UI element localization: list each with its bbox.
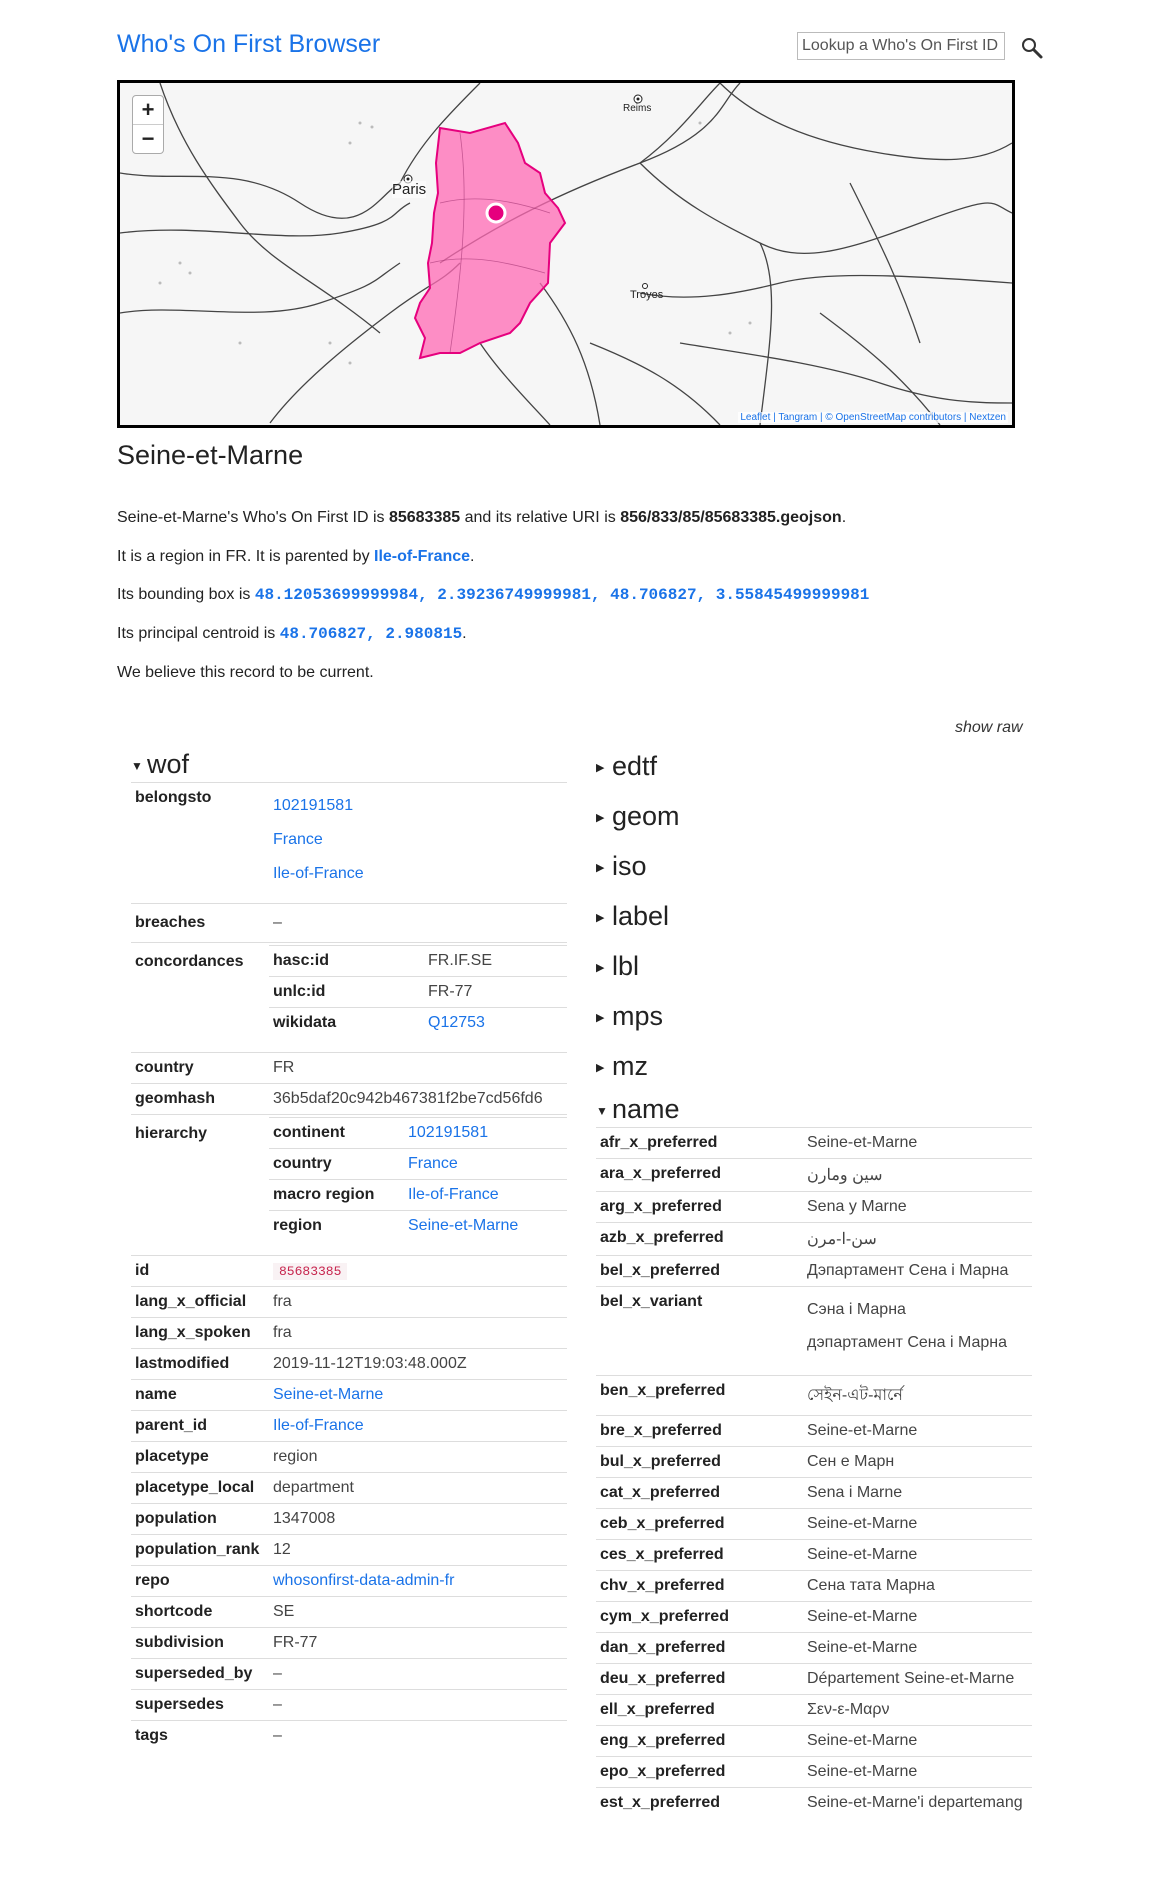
caret-right-icon: ▶ — [596, 861, 605, 874]
zoom-control — [132, 95, 164, 154]
value-cell: Сена тата Марна — [803, 1571, 1032, 1602]
value-cell — [269, 783, 567, 904]
value-cell: Seine-et-Marne — [803, 1633, 1032, 1664]
table-row — [269, 1180, 567, 1211]
key-cell: tags — [131, 1721, 269, 1752]
value-cell: – — [269, 1721, 567, 1752]
key-cell: placetype_local — [131, 1473, 269, 1504]
table-row — [596, 1509, 1032, 1540]
hierarchy-link[interactable]: France — [408, 1155, 458, 1172]
table-row — [269, 1149, 567, 1180]
section-title: mz — [612, 1051, 648, 1081]
caret-right-icon: ▶ — [596, 911, 605, 924]
table-row — [131, 1256, 567, 1287]
key-cell: unlc:id — [269, 977, 424, 1008]
search-input[interactable] — [797, 32, 1005, 60]
table-row — [596, 1571, 1032, 1602]
caret-right-icon: ▶ — [596, 761, 605, 774]
key-cell: lang_x_spoken — [131, 1318, 269, 1349]
key-cell: region — [269, 1211, 404, 1242]
table-row — [131, 904, 567, 943]
table-row — [596, 1223, 1032, 1256]
value-cell — [269, 1411, 567, 1442]
value-cell — [269, 1380, 567, 1411]
table-row — [131, 783, 567, 904]
key-cell: chv_x_preferred — [596, 1571, 803, 1602]
key-cell: ara_x_preferred — [596, 1159, 803, 1192]
table-row — [269, 1008, 567, 1039]
table-row — [131, 1349, 567, 1380]
hierarchy-link[interactable]: Seine-et-Marne — [408, 1217, 519, 1234]
bbox-link[interactable]: 48.12053699999984, 2.39236749999981, 48.706827, 3.55845499999981 — [254, 586, 870, 604]
value-cell: Seine-et-Marne'i departemang — [803, 1788, 1032, 1819]
table-row — [131, 1535, 567, 1566]
table-row — [596, 1416, 1032, 1447]
table-row — [596, 1695, 1032, 1726]
table-row — [596, 1788, 1032, 1819]
map-attribution[interactable]: Leaflet | Tangram | © OpenStreetMap contributors | Nextzen — [740, 412, 1006, 423]
value-cell — [424, 1008, 567, 1039]
table-row — [596, 1447, 1032, 1478]
name-variant: дэпартамент Сена і Марна — [807, 1334, 1008, 1351]
table-row — [131, 1690, 567, 1721]
centroid-marker[interactable] — [487, 204, 505, 222]
summary-id — [117, 509, 846, 527]
section-title: lbl — [612, 951, 640, 981]
key-cell: epo_x_preferred — [596, 1757, 803, 1788]
section-header-geom[interactable] — [596, 791, 1032, 841]
section-header-edtf[interactable] — [596, 741, 1032, 791]
search-icon[interactable] — [1020, 36, 1044, 60]
section-title: name — [612, 1094, 680, 1124]
table-row — [269, 977, 567, 1008]
caret-down-icon: ▼ — [596, 1103, 608, 1118]
key-cell: bul_x_preferred — [596, 1447, 803, 1478]
value-cell: Seine-et-Marne — [803, 1726, 1032, 1757]
table-row — [131, 1115, 567, 1256]
key-cell: cym_x_preferred — [596, 1602, 803, 1633]
hierarchy-table — [269, 1117, 567, 1241]
table-row — [131, 1287, 567, 1318]
table-row — [596, 1664, 1032, 1695]
table-row — [131, 1084, 567, 1115]
value-cell: Seine-et-Marne — [803, 1602, 1032, 1633]
table-row — [596, 1159, 1032, 1192]
table-row — [131, 1473, 567, 1504]
value-cell: Sena i Marne — [803, 1478, 1032, 1509]
key-cell: superseded_by — [131, 1659, 269, 1690]
summary-current: We believe this record to be current. — [117, 664, 374, 681]
value-cell: – — [269, 904, 567, 943]
table-row — [596, 1757, 1032, 1788]
table-row — [131, 1053, 567, 1084]
key-cell: repo — [131, 1566, 269, 1597]
section-header-iso[interactable] — [596, 841, 1032, 891]
key-cell: country — [131, 1053, 269, 1084]
value-cell — [803, 1287, 1032, 1376]
section-header-mps[interactable] — [596, 991, 1032, 1041]
table-row — [131, 1318, 567, 1349]
value-cell: Seine-et-Marne — [803, 1540, 1032, 1571]
city-label-troyes: Troyes — [630, 289, 664, 301]
table-row — [131, 1504, 567, 1535]
belongsto-link[interactable]: 102191581 — [273, 797, 354, 814]
summary-text: . — [462, 625, 467, 642]
table-row — [131, 1411, 567, 1442]
summary-text: . — [841, 509, 847, 526]
value-cell: 2019-11-12T19:03:48.000Z — [269, 1349, 567, 1380]
parent-id-link[interactable]: Ile-of-France — [273, 1417, 364, 1434]
wikidata-link[interactable]: Q12753 — [428, 1014, 485, 1031]
caret-right-icon: ▶ — [596, 961, 605, 974]
table-row — [131, 1442, 567, 1473]
value-cell: Seine-et-Marne — [803, 1416, 1032, 1447]
key-cell: lastmodified — [131, 1349, 269, 1380]
name-variant: Сэна і Марна — [807, 1301, 906, 1318]
table-row — [131, 1597, 567, 1628]
name-table — [596, 1127, 1032, 1818]
value-cell: FR — [269, 1053, 567, 1084]
wof-table — [131, 782, 567, 1751]
value-cell: fra — [269, 1318, 567, 1349]
city-label-reims: Reims — [623, 103, 652, 114]
city-label-paris: Paris — [392, 181, 427, 198]
summary-text: Its principal centroid is — [117, 625, 280, 642]
table-row — [596, 1256, 1032, 1287]
table-row — [596, 1287, 1032, 1376]
value-cell: Seine-et-Marne — [803, 1128, 1032, 1159]
summary-text: and its relative URI is — [460, 509, 621, 526]
value-cell — [269, 943, 567, 1053]
value-cell: سن-ا-مرن — [803, 1223, 1032, 1256]
hierarchy-link[interactable]: 102191581 — [408, 1124, 489, 1141]
table-row — [596, 1478, 1032, 1509]
section-header-lbl[interactable] — [596, 941, 1032, 991]
table-row — [596, 1633, 1032, 1664]
table-row — [596, 1376, 1032, 1416]
table-row — [131, 1380, 567, 1411]
caret-right-icon: ▶ — [596, 811, 605, 824]
relative-uri: 856/833/85/85683385.geojson — [620, 509, 842, 526]
name-header[interactable] — [596, 1091, 1032, 1127]
section-title: label — [612, 901, 670, 931]
key-cell: breaches — [131, 904, 269, 943]
summary-text: It is a region in FR. It is parented by — [117, 548, 375, 565]
value-cell: Дэпартамент Сена і Марна — [803, 1256, 1032, 1287]
table-row — [269, 946, 567, 977]
key-cell: shortcode — [131, 1597, 269, 1628]
key-cell: wikidata — [269, 1008, 424, 1039]
table-row — [596, 1602, 1032, 1633]
summary-text: . — [470, 548, 475, 565]
value-cell: সেইন-এট-মার্নে — [803, 1376, 1032, 1416]
key-cell: population — [131, 1504, 269, 1535]
summary-text: Seine-et-Marne's Who's On First ID is — [117, 509, 389, 526]
key-cell: macro region — [269, 1180, 404, 1211]
value-cell: FR-77 — [424, 977, 567, 1008]
key-cell: bel_x_preferred — [596, 1256, 803, 1287]
key-cell: subdivision — [131, 1628, 269, 1659]
centroid-link[interactable]: 48.706827, 2.980815 — [279, 625, 463, 643]
id-badge: 85683385 — [273, 1263, 347, 1280]
value-cell: 12 — [269, 1535, 567, 1566]
key-cell: belongsto — [131, 783, 269, 904]
zoom-in-button[interactable]: + — [133, 96, 163, 125]
value-cell: fra — [269, 1287, 567, 1318]
table-row — [269, 1211, 567, 1242]
section-title: mps — [612, 1001, 664, 1031]
value-cell — [404, 1180, 567, 1211]
section-title: geom — [612, 801, 680, 831]
summary-bbox — [117, 586, 869, 604]
key-cell: bel_x_variant — [596, 1287, 803, 1376]
key-cell: ell_x_preferred — [596, 1695, 803, 1726]
key-cell: supersedes — [131, 1690, 269, 1721]
table-row — [596, 1726, 1032, 1757]
value-cell — [269, 1256, 567, 1287]
value-cell — [269, 1115, 567, 1256]
key-cell: population_rank — [131, 1535, 269, 1566]
parent-link[interactable]: Ile-of-France — [374, 548, 471, 565]
map-canvas — [120, 83, 1012, 425]
page-title: Seine-et-Marne — [117, 440, 304, 470]
value-cell — [404, 1211, 567, 1242]
key-cell: bre_x_preferred — [596, 1416, 803, 1447]
value-cell: Сен е Марн — [803, 1447, 1032, 1478]
value-cell: Sena y Marne — [803, 1192, 1032, 1223]
value-cell — [269, 1566, 567, 1597]
key-cell: ben_x_preferred — [596, 1376, 803, 1416]
value-cell: Seine-et-Marne — [803, 1757, 1032, 1788]
summary-text: Its bounding box is — [117, 586, 255, 603]
value-cell: 1347008 — [269, 1504, 567, 1535]
wof-id: 85683385 — [388, 509, 461, 526]
value-cell: – — [269, 1690, 567, 1721]
section-title: edtf — [612, 751, 658, 781]
key-cell: azb_x_preferred — [596, 1223, 803, 1256]
table-row — [131, 1628, 567, 1659]
value-cell: FR-77 — [269, 1628, 567, 1659]
zoom-out-button[interactable]: − — [141, 126, 155, 151]
map[interactable] — [117, 80, 1015, 428]
caret-right-icon: ▶ — [596, 1011, 605, 1024]
repo-link[interactable]: whosonfirst-data-admin-fr — [273, 1572, 455, 1589]
key-cell: eng_x_preferred — [596, 1726, 803, 1757]
wof-header[interactable] — [131, 746, 567, 782]
key-cell: placetype — [131, 1442, 269, 1473]
key-cell: name — [131, 1380, 269, 1411]
key-cell: deu_x_preferred — [596, 1664, 803, 1695]
value-cell: Seine-et-Marne — [803, 1509, 1032, 1540]
section-title: iso — [612, 851, 647, 881]
key-cell: hierarchy — [131, 1115, 269, 1256]
key-cell: concordances — [131, 943, 269, 1053]
value-cell: Département Seine-et-Marne — [803, 1664, 1032, 1695]
key-cell: country — [269, 1149, 404, 1180]
key-cell: geomhash — [131, 1084, 269, 1115]
key-cell: lang_x_official — [131, 1287, 269, 1318]
caret-down-icon: ▼ — [131, 758, 143, 773]
key-cell: arg_x_preferred — [596, 1192, 803, 1223]
key-cell: id — [131, 1256, 269, 1287]
value-cell: region — [269, 1442, 567, 1473]
value-cell: department — [269, 1473, 567, 1504]
show-raw-link[interactable]: show raw — [955, 719, 1023, 736]
caret-right-icon: ▶ — [596, 1061, 605, 1074]
key-cell: ces_x_preferred — [596, 1540, 803, 1571]
properties-right — [596, 741, 1032, 1818]
region-polygon[interactable] — [415, 123, 565, 358]
wof-section — [131, 746, 567, 1751]
key-cell: dan_x_preferred — [596, 1633, 803, 1664]
name-link[interactable]: Seine-et-Marne — [273, 1386, 384, 1403]
value-cell: Σεν-ε-Μαρν — [803, 1695, 1032, 1726]
section-header-label[interactable] — [596, 891, 1032, 941]
value-cell: 36b5daf20c942b467381f2be7cd56fd6 — [269, 1084, 567, 1115]
key-cell: ceb_x_preferred — [596, 1509, 803, 1540]
table-row — [596, 1128, 1032, 1159]
belongsto-link[interactable]: France — [273, 831, 323, 848]
summary-parent — [117, 548, 474, 566]
concordances-table — [269, 945, 567, 1038]
value-cell: SE — [269, 1597, 567, 1628]
value-cell: سين ومارن — [803, 1159, 1032, 1192]
value-cell: – — [269, 1659, 567, 1690]
summary-centroid — [117, 625, 467, 643]
table-row — [131, 1721, 567, 1752]
belongsto-link[interactable]: Ile-of-France — [273, 865, 364, 882]
key-cell: hasc:id — [269, 946, 424, 977]
hierarchy-link[interactable]: Ile-of-France — [408, 1186, 499, 1203]
key-cell: continent — [269, 1118, 404, 1149]
table-row — [596, 1192, 1032, 1223]
value-cell — [404, 1149, 567, 1180]
value-cell — [404, 1118, 567, 1149]
section-title: wof — [147, 749, 190, 779]
table-row — [131, 1566, 567, 1597]
table-row — [269, 1118, 567, 1149]
value-cell: FR.IF.SE — [424, 946, 567, 977]
key-cell: afr_x_preferred — [596, 1128, 803, 1159]
table-row — [131, 1659, 567, 1690]
site-brand[interactable]: Who's On First Browser — [117, 30, 381, 58]
table-row — [131, 943, 567, 1053]
table-row — [596, 1540, 1032, 1571]
key-cell: parent_id — [131, 1411, 269, 1442]
section-header-mz[interactable] — [596, 1041, 1032, 1091]
key-cell: est_x_preferred — [596, 1788, 803, 1819]
key-cell: cat_x_preferred — [596, 1478, 803, 1509]
